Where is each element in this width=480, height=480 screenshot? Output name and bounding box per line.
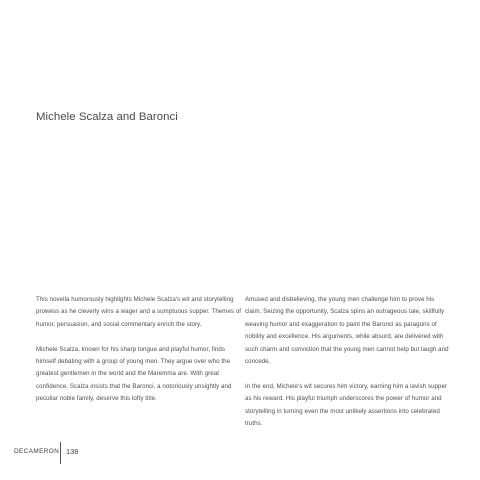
- paragraph: This novella humorously highlights Michele Scalza's wit and storytelling prowess as he cleverly wins a wager and a sumptuous supper. Themes of humor, persuasion, and social commentary enrich the story.: [36, 296, 242, 328]
- footer-divider: [60, 442, 61, 464]
- page-title: Michele Scalza and Baronci: [36, 111, 178, 123]
- body-column-left: [36, 294, 242, 406]
- page-number: 138: [66, 447, 79, 456]
- paragraph: Michele Scalza, known for his sharp tongue and playful humor, finds himself debating with a group of young men. They argue over who the greatest gentlemen in the world and the Maremma are. With great confidence, Scalza insists that the Baronci, a notoriously unsightly and peculiar noble family, deserve this lofty title.: [36, 345, 232, 403]
- paragraph: In the end, Michele's wit secures him victory, earning him a lavish supper as his reward. His playful triumph underscores the power of humor and storytelling in turning even the most unlikely assertions into celebrated truths.: [245, 382, 448, 428]
- running-head: DECAMERON: [14, 448, 60, 455]
- body-column-right: [245, 294, 451, 430]
- paragraph: Amused and disbelieving, the young men challenge him to prove his claim. Seizing the opportunity, Scalza spins an outrageous tale, skillfully weaving humor and exaggeration to paint the Baronci as paragons of nobility and excellence. His arguments, while absurd, are delivered with such charm and conviction that the young men cannot help but laugh and concede.: [245, 296, 449, 366]
- page-footer: [0, 442, 480, 466]
